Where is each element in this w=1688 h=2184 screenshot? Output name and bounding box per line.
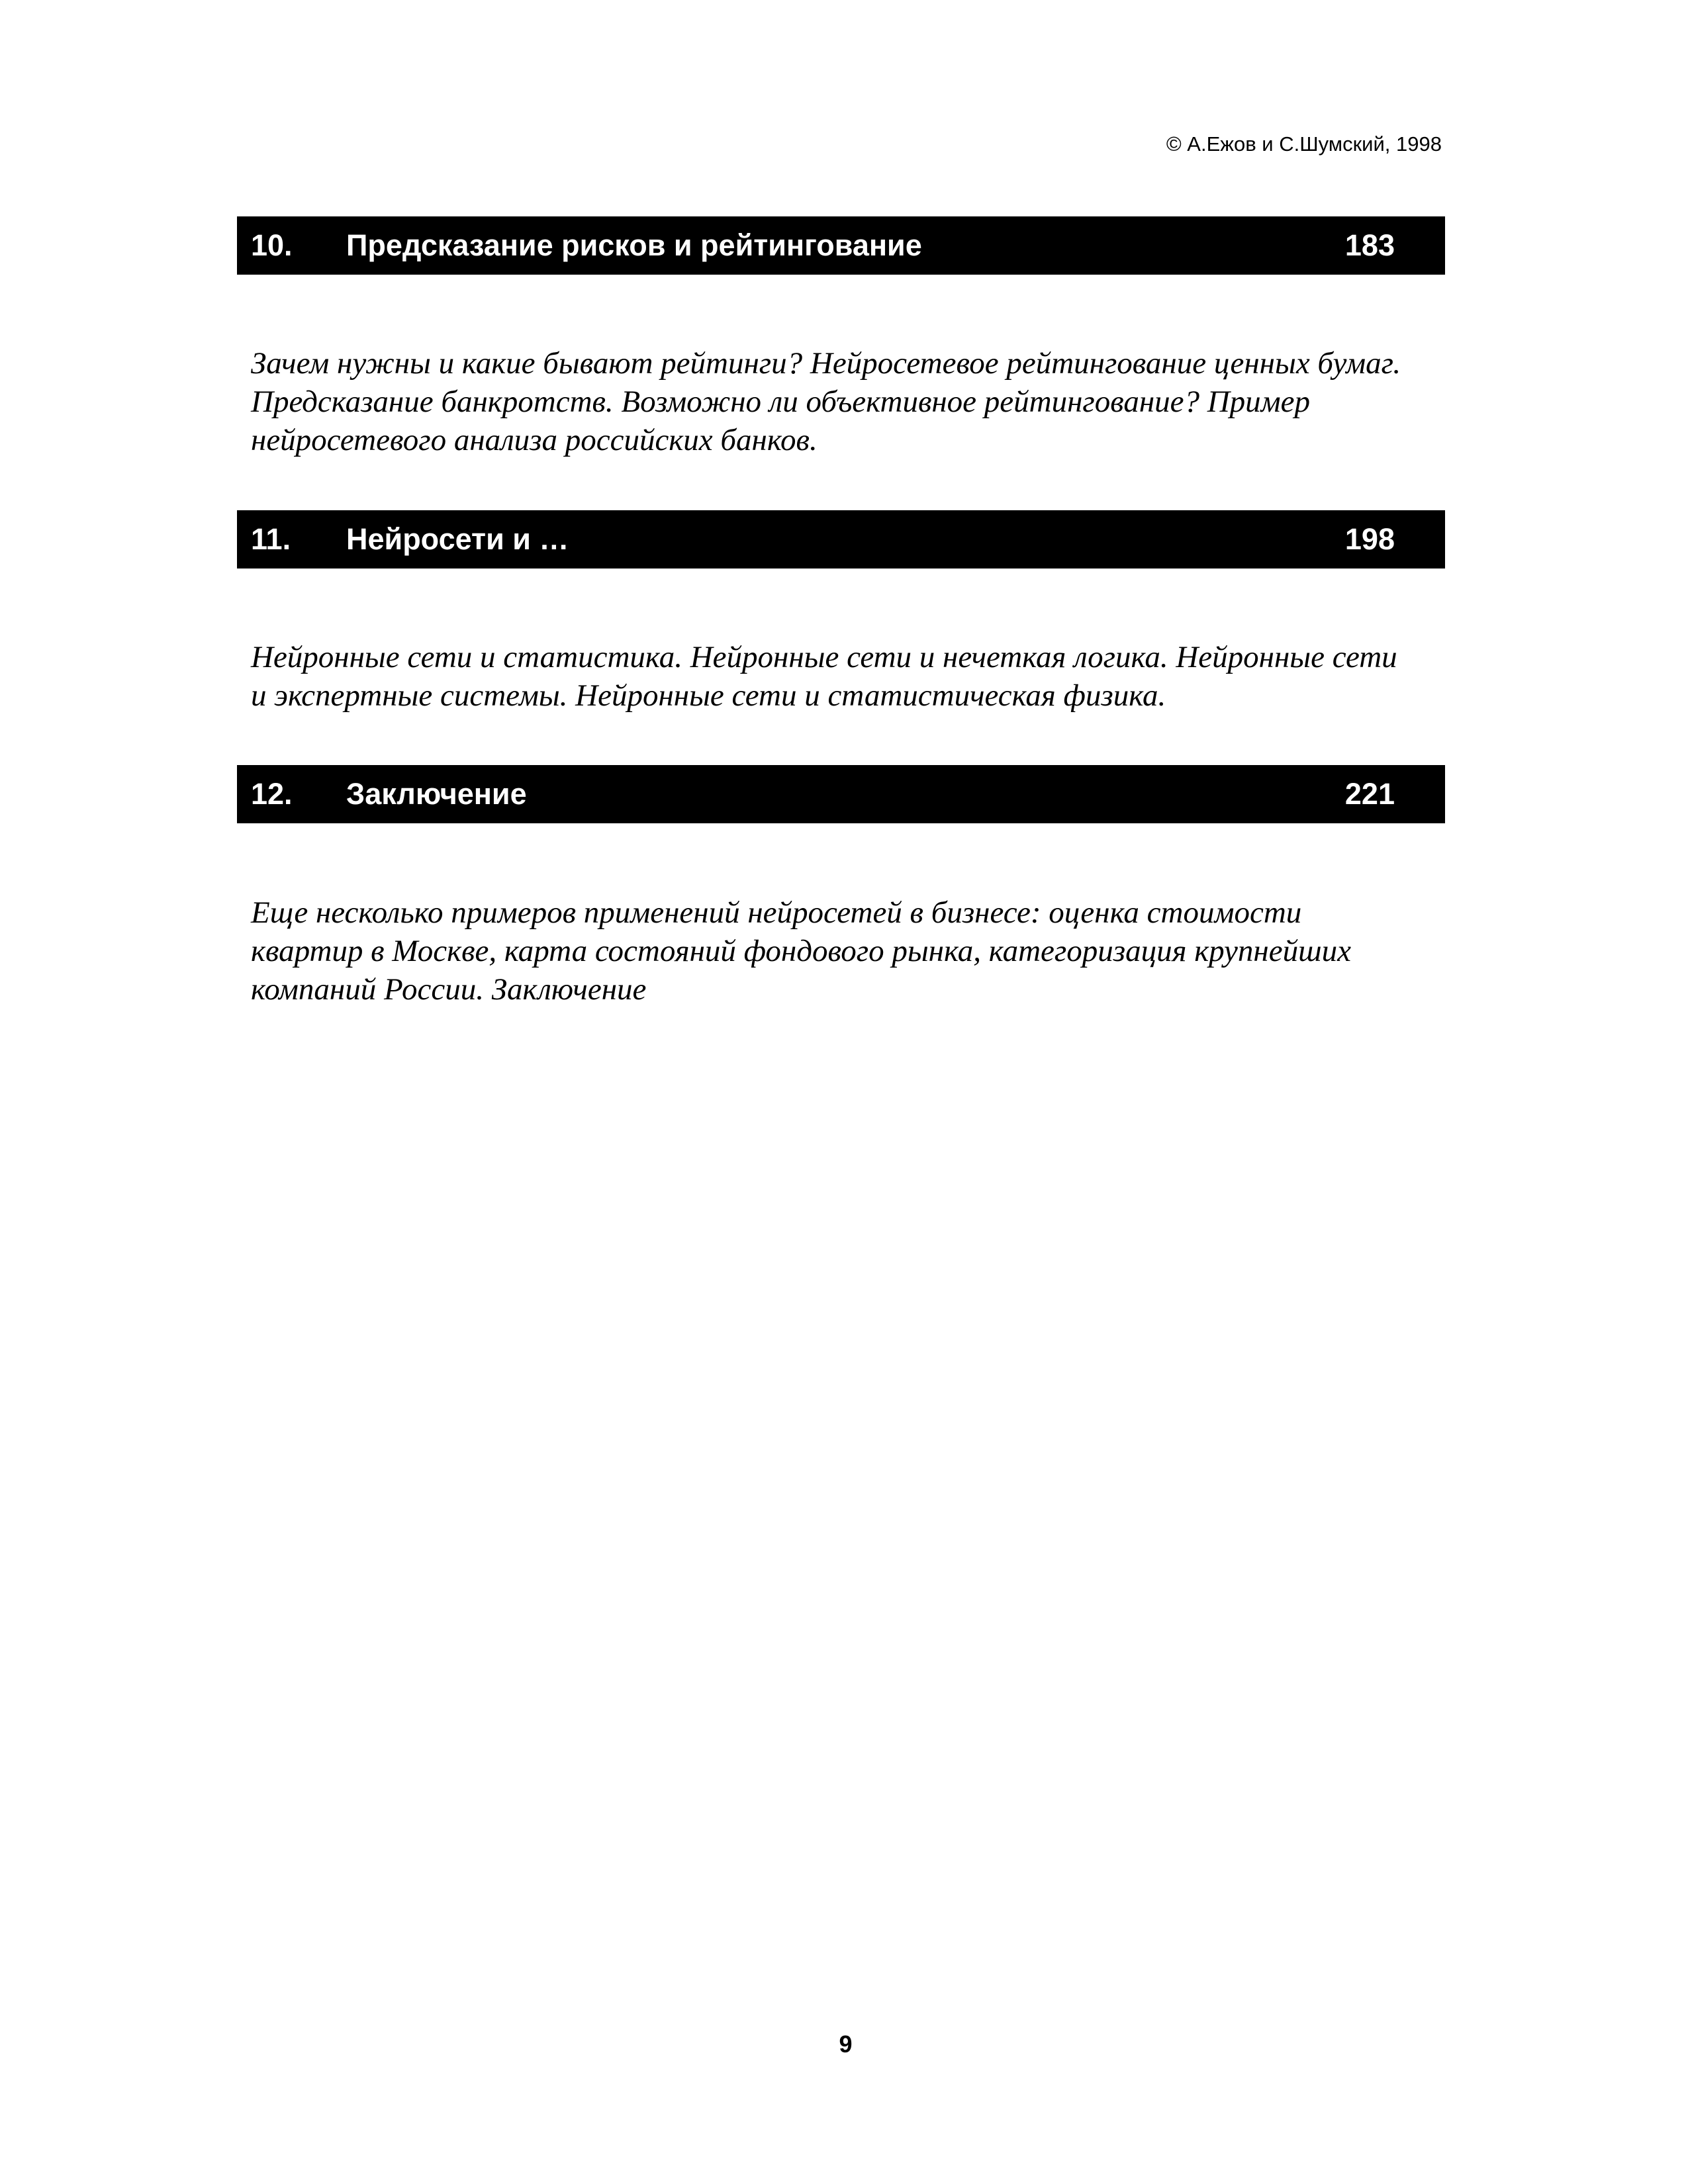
chapter-summary-line: и экспертные системы. Нейронные сети и статистическая физика.: [251, 678, 1166, 713]
chapter-summary-line: квартир в Москве, карта состояний фондового рынка, категоризация крупнейших: [251, 934, 1351, 968]
copyright-header: © А.Ежов и С.Шумский, 1998: [1166, 132, 1442, 156]
page-number: 9: [839, 2030, 853, 2058]
chapter-summary-line: Предсказание банкротств. Возможно ли объективное рейтингование? Пример: [251, 385, 1311, 419]
chapter-summary-line: компаний России. Заключение: [251, 972, 647, 1007]
chapter-title: Нейросети и …: [346, 522, 569, 556]
chapter-number: 10.: [251, 228, 293, 262]
chapter-summary-line: Нейронные сети и статистика. Нейронные сети и нечеткая логика. Нейронные сети: [251, 640, 1397, 674]
chapter-page: 221: [1344, 777, 1395, 811]
chapter-page: 198: [1344, 522, 1395, 556]
chapter-page: 183: [1344, 228, 1395, 262]
chapter-number: 11.: [251, 522, 291, 556]
toc-entry-12[interactable]: [237, 765, 1445, 823]
chapter-summary-line: Зачем нужны и какие бывают рейтинги? Нейросетевое рейтингование ценных бумаг.: [251, 346, 1401, 381]
chapter-title: Заключение: [346, 777, 527, 811]
chapter-number: 12.: [251, 777, 293, 811]
chapter-summary-line: Еще несколько примеров применений нейросетей в бизнесе: оценка стоимости: [251, 895, 1302, 930]
chapter-title: Предсказание рисков и рейтингование: [346, 228, 922, 262]
toc-entry-10[interactable]: [237, 216, 1445, 275]
toc-entry-11[interactable]: [237, 510, 1445, 569]
chapter-summary-line: нейросетевого анализа российских банков.: [251, 423, 818, 457]
